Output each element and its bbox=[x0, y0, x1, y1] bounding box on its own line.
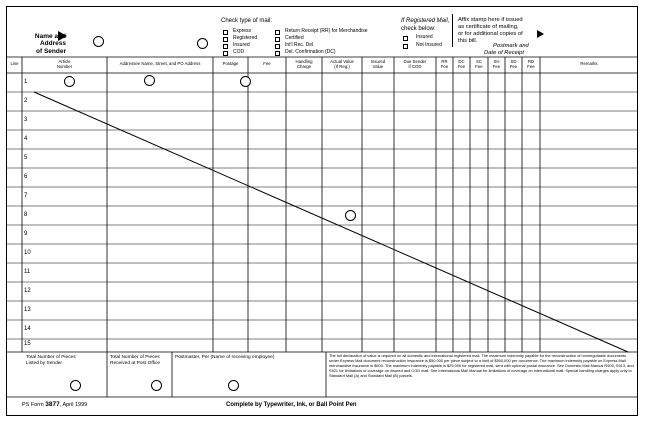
col-header-dc-fee: DC Fee bbox=[457, 59, 466, 69]
postmaster-label: Postmaster, Per (Name of receiving employee) bbox=[175, 355, 275, 360]
line-number: 8 bbox=[24, 212, 28, 218]
line-number: 6 bbox=[24, 174, 28, 180]
stamp-text-2: as certificate of mailing, bbox=[458, 24, 519, 30]
line-number: 1 bbox=[24, 79, 28, 85]
stamp-text-3: or for additional copies of bbox=[458, 31, 523, 37]
completion-instruction: Complete by Typewriter, Ink, or Ball Point Pen bbox=[226, 402, 357, 408]
line-number: 15 bbox=[24, 341, 31, 347]
line-number: 11 bbox=[24, 269, 31, 275]
total-pieces-post-office: Total Number of Pieces Received at Post Office bbox=[110, 355, 161, 366]
col-header-line: Line bbox=[10, 61, 19, 66]
col-header-sh-fee: SH Fee bbox=[492, 59, 501, 69]
line-number: 13 bbox=[24, 307, 31, 313]
stamp-text-4: this bill. bbox=[458, 38, 478, 44]
hole-punch-footer-2 bbox=[151, 380, 162, 391]
registered-heading-1: If Registered Mail, bbox=[401, 18, 450, 24]
hole-punch-postage bbox=[240, 76, 251, 87]
form-number: 3877 bbox=[45, 401, 60, 408]
option-cod: COD bbox=[233, 49, 245, 55]
hole-punch-footer-1 bbox=[70, 380, 81, 391]
line-number: 14 bbox=[24, 326, 31, 332]
option-express: Express bbox=[233, 28, 252, 34]
col-header-remarks: Remarks bbox=[580, 61, 598, 66]
option-intl-rec-del: Int'l Rec. Del. bbox=[285, 42, 315, 48]
line-number: 5 bbox=[24, 155, 28, 161]
option-registered: Registered bbox=[233, 35, 258, 41]
option-del-confirmation: Del. Confirmation (DC) bbox=[285, 49, 336, 55]
col-header-article-number: Article Number bbox=[56, 59, 73, 69]
hole-punch-addressee bbox=[144, 75, 155, 86]
col-header-rd-fee: RD Fee bbox=[527, 59, 535, 69]
col-header-postage: Postage bbox=[222, 61, 239, 66]
col-header-rr-fee: RR Fee bbox=[440, 59, 449, 69]
form-date: , April 1999 bbox=[59, 402, 88, 408]
hole-punch-middle bbox=[345, 210, 356, 221]
hole-punch-footer-3 bbox=[228, 380, 239, 391]
mail-type-heading: Check type of mail: bbox=[221, 18, 273, 24]
reg-option-insured: Insured bbox=[416, 34, 433, 40]
col-header-handling-charge: Handling Charge bbox=[295, 59, 313, 69]
option-certified: Certified bbox=[285, 35, 304, 41]
line-number: 9 bbox=[24, 231, 28, 237]
col-header-insured-value: Insured Value bbox=[370, 59, 386, 69]
indemnity-notice: The full declaration of value is required on all domestic and international registered mail. The maximum indemnity payable for the reconstruction of nonnegotiable documents under Express Mail document reconstruction insurance is $50,000 per piece subject to a limit of $500,000 per occurrence. The maximum indemnity payable on Express Mail merchandise insurance is $500. The maximum indemnity payable is $25,000 for registered mail, sent with optional postal insurance. See Domestic Mail Manual R900, S913, and S921 for limitations of coverage on insured and COD mail. See International Mail Manual for limitations of coverage on international mail. Special handling charges apply only to Standard Mail (A) and Standard Mail (B) parcels. bbox=[329, 353, 634, 378]
line-number: 2 bbox=[24, 98, 28, 104]
col-header-sd-fee: SD Fee bbox=[509, 59, 518, 69]
postmark-text-2: Date of Receipt bbox=[484, 50, 524, 56]
total-pieces-sender: Total Number of Pieces Listed by Sender bbox=[26, 355, 76, 366]
col-header-fee: Fee bbox=[263, 61, 271, 66]
option-return-receipt: Return Receipt (RR) for Merchandise bbox=[285, 28, 368, 34]
hole-punch-article bbox=[64, 76, 75, 87]
col-header-actual-value: Actual Value (If Reg.) bbox=[330, 59, 354, 69]
line-number: 12 bbox=[24, 288, 31, 294]
line-number: 3 bbox=[24, 117, 28, 123]
col-header-sc-fee: SC Fee bbox=[475, 59, 483, 69]
reg-option-not-insured: Not Insured bbox=[416, 42, 442, 48]
registered-heading-2: check below: bbox=[401, 26, 436, 32]
line-number: 7 bbox=[24, 193, 28, 199]
stamp-text-1: Affix stamp here if issued bbox=[458, 17, 523, 23]
form-id bbox=[22, 401, 87, 408]
option-insured: Insured bbox=[233, 42, 250, 48]
line-number: 10 bbox=[24, 250, 31, 256]
postmark-text-1: Postmark and bbox=[493, 43, 529, 49]
col-header-addressee: Addressee Name, Street, and PO Address bbox=[119, 61, 201, 66]
form-id-prefix: PS Form bbox=[22, 402, 44, 408]
line-number: 4 bbox=[24, 136, 28, 142]
col-header-due-sender: Due Sender if COD bbox=[403, 59, 427, 69]
sender-label: Name and Address of Sender bbox=[34, 33, 66, 55]
